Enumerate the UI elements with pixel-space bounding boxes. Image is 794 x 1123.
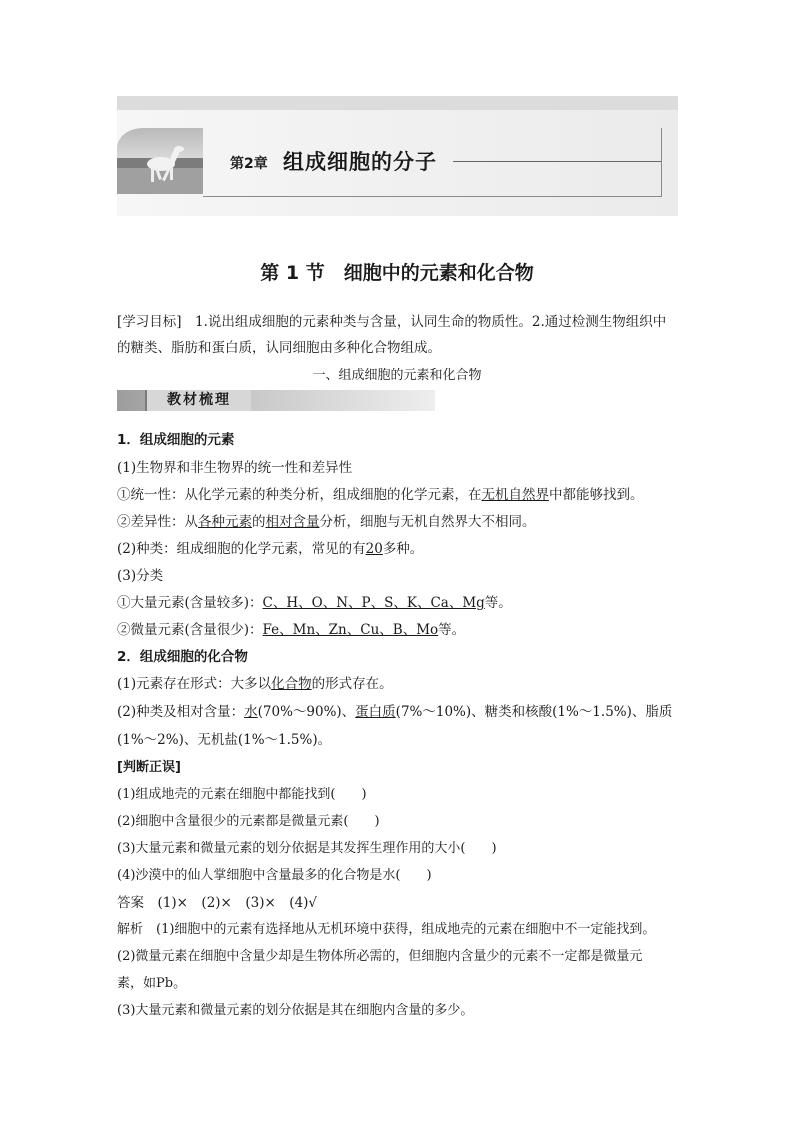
heading-elements: 1．组成细胞的元素 <box>117 432 235 448</box>
text: 等。 <box>438 622 466 638</box>
para-micro <box>117 618 465 638</box>
horse-photo <box>117 128 203 194</box>
tag-bar <box>117 390 435 411</box>
text: (2)种类：组成细胞的化学元素，常见的有 <box>117 541 366 557</box>
para-diversity <box>117 510 536 530</box>
objectives-line-2: 的糖类、脂肪和蛋白质，认同细胞由多种化合物组成。 <box>117 340 441 356</box>
chapter-banner <box>117 96 678 216</box>
explanation-4: (3)大量元素和微量元素的划分依据是其在细胞内含量的多少。 <box>117 1003 474 1018</box>
blank-answer: 蛋白质 <box>355 704 396 720</box>
subheading: 一、组成细胞的元素和化合物 <box>312 368 482 383</box>
blank-answer: 20 <box>365 541 383 557</box>
explanation-2: (2)微量元素在细胞中含量少却是生物体所必需的，但细胞内含量少的元素不一定都是微量元 <box>117 949 643 964</box>
explanation-3: 素，如Pb。 <box>117 976 187 991</box>
blank-answer: 各种元素 <box>198 514 252 530</box>
text: 分析，细胞与无机自然界大不相同。 <box>319 514 536 530</box>
text: 的形式存在。 <box>311 676 393 692</box>
chapter-number: 第2章 <box>230 156 268 172</box>
para-content-cont: (1%～2%)、无机盐(1%～1.5%)。 <box>117 732 332 748</box>
text: (7%～10%)、糖类和核酸(1%～1.5%)、脂质 <box>395 704 673 720</box>
judge-question-4: (4)沙漠中的仙人掌细胞中含量最多的化合物是水( ) <box>117 868 432 883</box>
text: ②差异性：从 <box>117 514 198 530</box>
text: ②微量元素(含量很少)： <box>117 622 263 638</box>
text: ①统一性：从化学元素的种类分析，组成细胞的化学元素，在 <box>117 487 482 503</box>
section-title: 第 1 节 细胞中的元素和化合物 <box>260 262 534 284</box>
text: ①大量元素(含量较多)： <box>117 595 263 611</box>
para-types <box>117 537 423 557</box>
blank-answer: 化合物 <box>271 676 312 692</box>
text: (70%～90%)、 <box>257 704 356 720</box>
text: 多种。 <box>382 541 424 557</box>
objectives-line-1: [学习目标] 1.说出组成细胞的元素种类与含量，认同生命的物质性。2.通过检测生物组织中 <box>117 314 667 330</box>
explanation-1: 解析 (1)细胞中的元素有选择地从无机环境中获得，组成地壳的元素在细胞中不一定能找到。 <box>117 922 656 937</box>
para-classification: (3)分类 <box>117 568 164 584</box>
blank-answer: 无机自然界 <box>481 487 549 503</box>
judge-answer: 答案 (1)× (2)× (3)× (4)√ <box>117 895 318 911</box>
heading-compounds: 2．组成细胞的化合物 <box>117 649 248 665</box>
judge-question-1: (1)组成地壳的元素在细胞中都能找到( ) <box>117 787 367 802</box>
text: (2)种类及相对含量： <box>117 704 245 720</box>
blank-answer: C、H、O、N、P、S、K、Ca、Mg <box>262 595 485 611</box>
text: 等。 <box>484 595 512 611</box>
para-macro <box>117 591 512 611</box>
para-existence <box>117 672 393 692</box>
text: 中都能够找到。 <box>549 487 644 503</box>
chapter-title: 组成细胞的分子 <box>283 150 437 174</box>
blank-answer: Fe、Mn、Zn、Cu、B、Mo <box>262 622 439 638</box>
para-unity <box>117 483 644 503</box>
judge-heading: [判断正误] <box>117 760 181 775</box>
judge-question-3: (3)大量元素和微量元素的划分依据是其发挥生理作用的大小( ) <box>117 841 497 856</box>
para-content <box>117 700 672 720</box>
chapter-rule <box>453 161 661 162</box>
judge-question-2: (2)细胞中含量很少的元素都是微量元素( ) <box>117 814 380 829</box>
blank-answer: 水 <box>244 704 258 720</box>
text: (1)元素存在形式：大多以 <box>117 676 272 692</box>
blank-answer: 相对含量 <box>265 514 320 530</box>
text: 的 <box>252 514 266 530</box>
tag-label: 教材梳理 <box>145 390 251 411</box>
para-unity-diversity: (1)生物界和非生物界的统一性和差异性 <box>117 460 353 476</box>
